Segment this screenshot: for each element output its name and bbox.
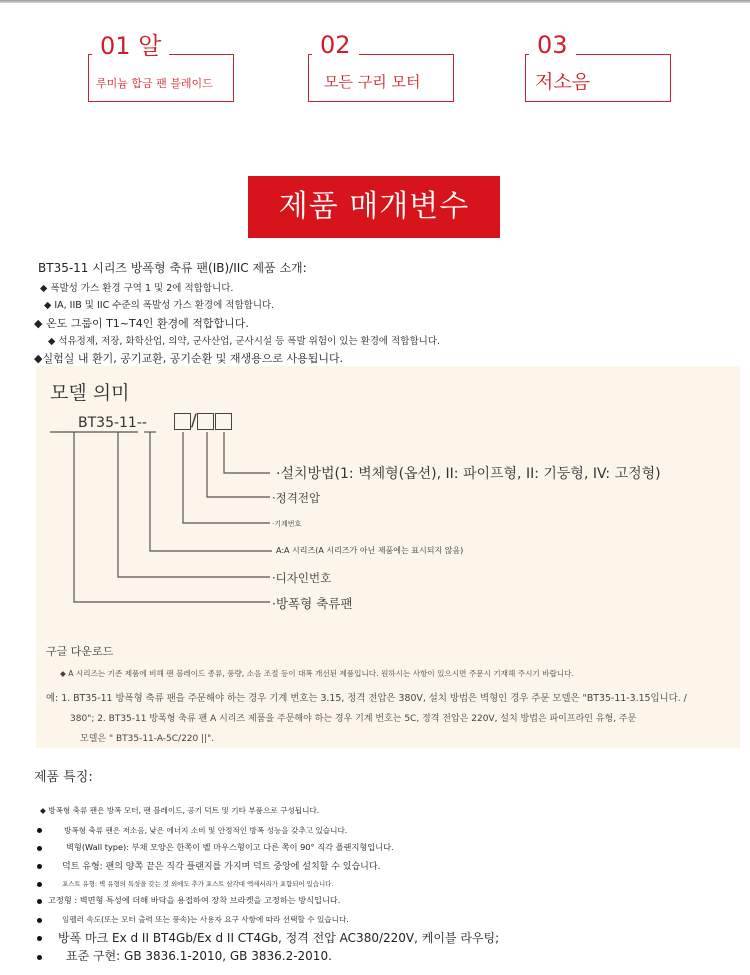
model-meaning-title: 모델 의미 <box>50 382 130 404</box>
legend-rated-voltage: ·정격전압 <box>272 491 321 505</box>
intro-line-4: ◆ 석유정제, 저장, 화학산업, 의약, 군사산업, 군사시설 등 폭발 위험이 있는 환경에 적합합니다. <box>48 336 441 347</box>
intro-line-1: ◆ 폭발성 가스 환경 구역 1 및 2에 적합합니다. <box>40 283 234 294</box>
bullet-icon <box>37 936 42 941</box>
note-a-series: ◆ A 시리즈는 기존 제품에 비해 팬 블레이드 종류, 풍량, 소음 조절 등이 대폭 개선된 제품입니다. 원하시는 사항이 있으시면 주문시 기재해 주시기 바랍니다. <box>60 669 574 678</box>
feature-line-3: 벽형(Wall type): 부채 모양은 한쪽이 벨 마우스형이고 다른 쪽이 90° 직각 플랜지형입니다. <box>66 842 394 852</box>
feature-line-5: 포스트 유형: 벽 유형의 특성을 갖는 것 외에도 추가 포스트 삼각대 액세서리가 포함되어 있습니다. <box>62 880 334 888</box>
legend-explosion-proof-fan: ·방폭형 축류팬 <box>272 596 353 611</box>
feature-line-6: 고정형 : 벽면형 특성에 더해 바닥을 용접하여 장착 브라켓을 고정하는 방식입니다. <box>48 895 341 905</box>
model-code: BT35-11-- <box>78 415 147 431</box>
note-example-3: 모델은 " BT35-11-A-5C/220 ||". <box>80 734 215 744</box>
download-title: 구글 다운로드 <box>46 645 114 658</box>
note-example-2: 380"; 2. BT35-11 방폭형 축류 팬 A 시리즈 제품을 주문해야 하는 경우 기계 번호는 5C, 정격 전압은 220V, 설치 방법은 파이프라인 유형, 주문 <box>70 714 637 724</box>
feature-03-desc: 저소음 <box>535 71 591 93</box>
bullet-icon <box>37 955 42 960</box>
intro-line-2: ◆ IA, IIB 및 IIC 수준의 폭발성 가스 환경에 적합합니다. <box>44 300 275 311</box>
feature-line-8: 방폭 마크 Ex d II BT4Gb/Ex d II CT4Gb, 정격 전압 AC380/220V, 케이블 라우팅; <box>58 931 500 945</box>
feature-01-number: 01 알 <box>92 33 169 59</box>
product-features-title: 제품 특징: <box>34 770 93 785</box>
legend-machine-number: ·기계번호 <box>272 520 302 528</box>
feature-line-1: ◆ 방폭형 축류 팬은 방폭 모터, 팬 블레이드, 공기 덕트 및 기타 부품으로 구성됩니다. <box>40 806 320 815</box>
product-parameters-banner: 제품 매개변수 <box>248 176 500 238</box>
legend-design-number: ·디자인번호 <box>272 571 332 585</box>
bullet-icon <box>37 899 42 904</box>
intro-line-5: ◆실험실 내 환기, 공기교환, 공기순환 및 재생용으로 사용됩니다. <box>34 352 344 365</box>
feature-line-4: 덕트 유형: 팬의 양쪽 끝은 직각 플랜지를 가지며 덕트 중앙에 설치할 수 있습니다. <box>62 862 381 872</box>
bullet-icon <box>37 918 42 923</box>
feature-02-number: 02 <box>312 32 359 58</box>
feature-line-2: 방폭형 축류 팬은 저소음, 낮은 에너지 소비 및 안정적인 방폭 성능을 갖추고 있습니다. <box>64 826 348 835</box>
legend-install-method: ·설치방법(1: 벽체형(옵션), II: 파이프형, II: 기둥형, IV: 고정형) <box>276 466 661 482</box>
intro-line-3: ◆ 온도 그룹이 T1~T4인 환경에 적합합니다. <box>34 317 249 330</box>
feature-line-9: 표준 구현: GB 3836.1-2010, GB 3836.2-2010. <box>66 949 332 963</box>
model-slash: / <box>191 411 197 431</box>
bullet-icon <box>37 846 42 851</box>
legend-a-series: A:A 시리즈(A 시리즈가 아닌 제품에는 표시되지 않음) <box>276 546 464 555</box>
intro-title: BT35-11 시리즈 방폭형 축류 팬(IB)/IIC 제품 소개: <box>38 261 307 275</box>
feature-line-7: 임펠러 속도(또는 모터 출력 또는 풍속)는 사용자 요구 사항에 따라 선택할 수 있습니다. <box>62 915 349 924</box>
feature-01-desc: 루미늄 합금 팬 블레이드 <box>96 77 213 90</box>
feature-01-title: 알 <box>138 32 162 60</box>
feature-02-desc: 모든 구리 모터 <box>324 73 421 91</box>
bullet-icon <box>37 864 42 869</box>
note-example-1: 예: 1. BT35-11 방폭형 축류 팬을 주문해야 하는 경우 기계 번호는 3.15, 정격 전압은 380V, 설치 방법은 벽형인 경우 주문 모델은 "BT35-11-3.15입니다. / <box>46 693 687 704</box>
bullet-icon <box>37 882 42 887</box>
bullet-icon <box>37 828 42 833</box>
feature-03-number: 03 <box>529 32 576 58</box>
